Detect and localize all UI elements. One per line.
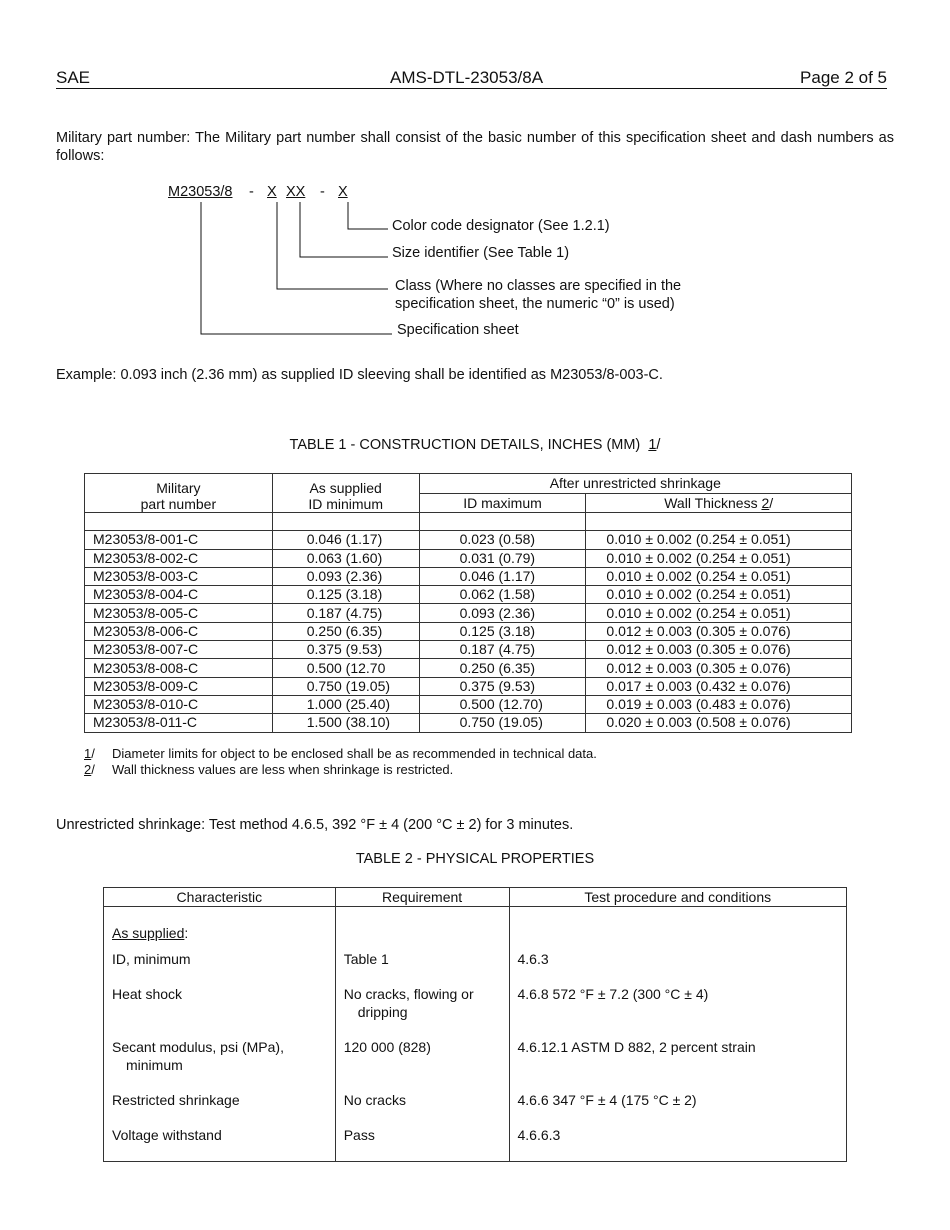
table1-spacer-row [85, 513, 852, 531]
table1-cell-id-min: 0.063 (1.60) [272, 549, 419, 567]
table1-cell-wall-thickness: 0.010 ± 0.002 (0.254 ± 0.051) [586, 531, 852, 549]
table1-note-1 [84, 746, 597, 762]
table1-col-after-shrinkage: After unrestricted shrinkage [419, 474, 851, 494]
table1-cell-wall-thickness: 0.017 ± 0.003 (0.432 ± 0.076) [586, 677, 852, 695]
table1-cell-id-min: 1.500 (38.10) [272, 714, 419, 732]
table1-cell-id-max: 0.125 (3.18) [419, 622, 586, 640]
example-text: Example: 0.093 inch (2.36 mm) as supplied ID sleeving shall be identified as M23053/8-003-C. [56, 367, 663, 383]
label-class-line1: Class (Where no classes are specified in the [395, 278, 682, 294]
table1-cell-part-number: M23053/8-001-C [85, 531, 273, 549]
table2-cell-characteristic-text-cont: minimum [126, 1057, 183, 1073]
table1-row [85, 641, 852, 659]
table1-cell-wall-thickness: 0.012 ± 0.003 (0.305 ± 0.076) [586, 622, 852, 640]
table1-col-wall-ref: 2 [761, 494, 770, 511]
table1-cell-part-number: M23053/8-005-C [85, 604, 273, 622]
table1-note-1-text: Diameter limits for object to be enclosed shall be as recommended in technical data. [112, 746, 597, 761]
table2-cell-characteristic-text: Voltage withstand [112, 1127, 222, 1143]
table1-cell-wall-thickness: 0.010 ± 0.002 (0.254 ± 0.051) [586, 604, 852, 622]
table2-caption: TABLE 2 - PHYSICAL PROPERTIES [355, 851, 595, 867]
header-page-number: Page 2 of 5 [800, 68, 887, 87]
table1-row [85, 695, 852, 713]
table1-cell-wall-thickness: 0.010 ± 0.002 (0.254 ± 0.051) [586, 567, 852, 585]
table2-cell-characteristic-text: Secant modulus, psi (MPa), [112, 1039, 284, 1055]
table1-cell-wall-thickness: 0.012 ± 0.003 (0.305 ± 0.076) [586, 659, 852, 677]
table2-physical-properties [103, 887, 847, 1162]
table1-note-2-suffix: / [91, 762, 95, 777]
table1-cell-wall-thickness: 0.020 ± 0.003 (0.508 ± 0.076) [586, 714, 852, 732]
table2-cell-requirement [335, 985, 509, 1038]
table1-cell-wall-thickness: 0.012 ± 0.003 (0.305 ± 0.076) [586, 641, 852, 659]
table1-cell-wall-thickness: 0.019 ± 0.003 (0.483 ± 0.076) [586, 695, 852, 713]
table1-col-supplied [272, 474, 419, 513]
table2-cell-test-text: 4.6.6.3 [517, 1127, 561, 1143]
table2-cell-requirement [335, 950, 509, 985]
table1-cell-wall-thickness: 0.010 ± 0.002 (0.254 ± 0.051) [586, 586, 852, 604]
table1-col-wall-ref-suffix: / [769, 494, 774, 511]
table1-cell-id-max: 0.187 (4.75) [419, 641, 586, 659]
table2-row [104, 1091, 847, 1126]
table2-section-empty [509, 907, 847, 951]
table1-caption-ref: 1 [648, 437, 657, 453]
table1-row [85, 586, 852, 604]
table2-cell-requirement-text: No cracks [343, 1092, 406, 1108]
table1-note-2-text: Wall thickness values are less when shrinkage is restricted. [112, 762, 454, 777]
table2-cell-characteristic [104, 985, 336, 1038]
table1-row [85, 622, 852, 640]
table1-cell-part-number: M23053/8-010-C [85, 695, 273, 713]
table1-row [85, 677, 852, 695]
table1-cell-part-number: M23053/8-009-C [85, 677, 273, 695]
part-size: XX [286, 184, 306, 200]
table2-cell-test [509, 985, 847, 1038]
table1-col-supplied-l2: ID minimum [308, 496, 383, 512]
label-color-code: Color code designator (See 1.2.1) [392, 218, 610, 234]
table1-note-1-marker [84, 746, 112, 762]
table1-cell-part-number: M23053/8-007-C [85, 641, 273, 659]
table1-caption [0, 437, 950, 453]
table2-col-characteristic: Characteristic [104, 888, 336, 907]
table1-cell-id-min: 0.125 (3.18) [272, 586, 419, 604]
label-class-line2: specification sheet, the numeric “0” is used) [395, 296, 675, 312]
table1-cell-part-number: M23053/8-011-C [85, 714, 273, 732]
table1-cell-part-number: M23053/8-002-C [85, 549, 273, 567]
table2-cell-characteristic-text: ID, minimum [112, 951, 191, 967]
table1-row [85, 549, 852, 567]
table2-cell-test-text: 4.6.12.1 ASTM D 882, 2 percent strain [517, 1039, 756, 1055]
table2-section-text: As supplied [112, 925, 185, 941]
table1-header-row-1 [85, 474, 852, 494]
table1-row [85, 714, 852, 732]
table1-cell-id-min: 0.500 (12.70 [272, 659, 419, 677]
table1-cell-part-number: M23053/8-006-C [85, 622, 273, 640]
table1-cell-id-max: 0.031 (0.79) [419, 549, 586, 567]
table1-note-2-num: 2 [84, 762, 92, 777]
table1-row [85, 604, 852, 622]
table1-caption-text: TABLE 1 - CONSTRUCTION DETAILS, INCHES (MM) [289, 437, 641, 453]
table1-cell-id-min: 1.000 (25.40) [272, 695, 419, 713]
table2-cell-requirement-text-cont: dripping [357, 1004, 408, 1020]
table1-row [85, 659, 852, 677]
table1-col-id-max: ID maximum [419, 493, 586, 513]
table1-cell-id-min: 0.093 (2.36) [272, 567, 419, 585]
table1-cell-id-max: 0.093 (2.36) [419, 604, 586, 622]
table1-cell-id-max: 0.062 (1.58) [419, 586, 586, 604]
table1-row [85, 567, 852, 585]
table1-col-military-l1: Military [156, 480, 201, 496]
table1-cell-id-min: 0.750 (19.05) [272, 677, 419, 695]
shrinkage-text: Unrestricted shrinkage: Test method 4.6.5, 392 °F ± 4 (200 °C ± 2) for 3 minutes. [56, 817, 574, 833]
table2-cell-characteristic-text: Restricted shrinkage [112, 1092, 240, 1108]
table2-col-test: Test procedure and conditions [509, 888, 847, 907]
table2-row [104, 950, 847, 985]
table1-cell-part-number: M23053/8-003-C [85, 567, 273, 585]
table1-cell-id-min: 0.046 (1.17) [272, 531, 419, 549]
table1-spacer-cell [272, 513, 419, 531]
table1-note-1-suffix: / [91, 746, 95, 761]
leader-color [348, 202, 388, 229]
table1-cell-wall-thickness: 0.010 ± 0.002 (0.254 ± 0.051) [586, 549, 852, 567]
leader-class [277, 202, 388, 289]
table2-body [104, 950, 847, 1162]
table2-header-row [104, 888, 847, 907]
table1-col-wall [586, 493, 852, 513]
header-doc-number: AMS-DTL-23053/8A [390, 68, 544, 87]
table1-cell-id-max: 0.500 (12.70) [419, 695, 586, 713]
table2-section-suffix: : [184, 925, 189, 941]
table1-note-1-num: 1 [84, 746, 92, 761]
table2-cell-test [509, 950, 847, 985]
table2-row [104, 1126, 847, 1162]
part-class: X [267, 184, 277, 200]
label-size-identifier: Size identifier (See Table 1) [392, 245, 570, 261]
table1-cell-id-min: 0.187 (4.75) [272, 604, 419, 622]
part-color: X [338, 184, 348, 200]
table1-cell-id-max: 0.375 (9.53) [419, 677, 586, 695]
label-spec-sheet: Specification sheet [397, 322, 519, 338]
table1-cell-id-max: 0.750 (19.05) [419, 714, 586, 732]
table1-spacer-cell [586, 513, 852, 531]
table2-cell-test-text: 4.6.6 347 °F ± 4 (175 °C ± 2) [517, 1092, 697, 1108]
table2-cell-test [509, 1038, 847, 1091]
table2-cell-characteristic-text: Heat shock [112, 986, 183, 1002]
table1-body [85, 531, 852, 732]
table1-col-supplied-l1: As supplied [309, 480, 382, 496]
table2-cell-test [509, 1091, 847, 1126]
table2-row [104, 1038, 847, 1091]
part-base: M23053/8 [168, 184, 233, 200]
table1-col-military-l2: part number [140, 496, 217, 512]
part-dash-1: - [249, 184, 254, 200]
table1-cell-part-number: M23053/8-008-C [85, 659, 273, 677]
table1-note-2-marker [84, 762, 112, 778]
table2-col-requirement: Requirement [335, 888, 509, 907]
table1-cell-part-number: M23053/8-004-C [85, 586, 273, 604]
table1-col-military [85, 474, 273, 513]
table2-cell-characteristic [104, 1126, 336, 1162]
table2-cell-test-text: 4.6.3 [517, 951, 549, 967]
table1-spacer-cell [85, 513, 273, 531]
table1-col-wall-label: Wall Thickness [664, 494, 758, 511]
table2-cell-requirement [335, 1091, 509, 1126]
table2-cell-characteristic [104, 950, 336, 985]
table2-cell-test-text: 4.6.8 572 °F ± 7.2 (300 °C ± 4) [517, 986, 709, 1002]
table2-cell-requirement-text: Table 1 [343, 951, 389, 967]
table2-cell-characteristic [104, 1038, 336, 1091]
leader-spec [201, 202, 392, 334]
part-dash-2: - [320, 184, 325, 200]
table2-cell-test [509, 1126, 847, 1162]
table2-section-label [104, 907, 336, 951]
table2-cell-requirement-text: No cracks, flowing or [343, 986, 474, 1002]
table1-note-2 [84, 762, 453, 778]
table2-row [104, 985, 847, 1038]
table2-section-row [104, 907, 847, 951]
table1-caption-ref-suffix: / [656, 437, 661, 453]
table1-construction-details [84, 473, 852, 733]
table1-cell-id-max: 0.250 (6.35) [419, 659, 586, 677]
table1-cell-id-max: 0.046 (1.17) [419, 567, 586, 585]
table2-cell-requirement [335, 1126, 509, 1162]
table2-cell-requirement-text: Pass [343, 1127, 375, 1143]
table1-cell-id-min: 0.250 (6.35) [272, 622, 419, 640]
header-org: SAE [56, 68, 91, 87]
table1-spacer-cell [419, 513, 586, 531]
table1-cell-id-max: 0.023 (0.58) [419, 531, 586, 549]
table2-section-empty [335, 907, 509, 951]
table1-cell-id-min: 0.375 (9.53) [272, 641, 419, 659]
table2-cell-characteristic [104, 1091, 336, 1126]
table2-cell-requirement [335, 1038, 509, 1091]
intro-paragraph: Military part number: The Military part number shall consist of the basic number of this specification sheet and dash numbers as follows: [56, 130, 894, 164]
table2-cell-requirement-text: 120 000 (828) [343, 1039, 431, 1055]
table1-row [85, 531, 852, 549]
